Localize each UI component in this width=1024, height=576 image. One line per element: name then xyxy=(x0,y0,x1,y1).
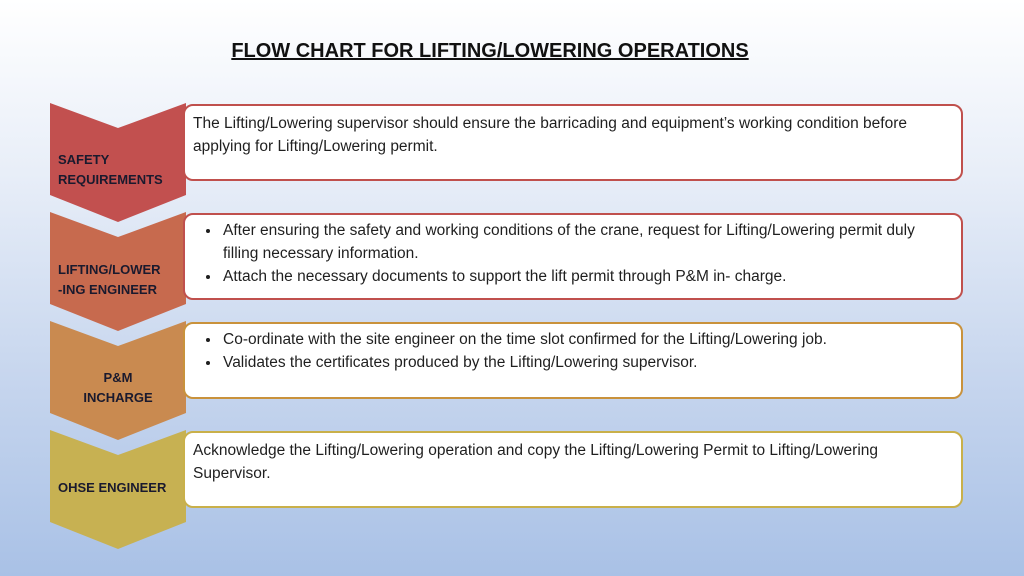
step-3-box xyxy=(183,322,963,399)
step-3-label-line-1: P&M xyxy=(103,370,133,385)
step-1-label-line-1: SAFETY xyxy=(58,152,110,167)
step-1-label xyxy=(58,150,184,190)
step-2-label-line-1: LIFTING/LOWER xyxy=(58,262,161,277)
step-4-box xyxy=(183,431,963,508)
step-2-bullet-1: • After ensuring the safety and working conditions of the crane, request for Lifting/Lowering permit duly filling necessary information. xyxy=(221,219,949,265)
step-3-bullet-1: • Co-ordinate with the site engineer on the time slot confirmed for the Lifting/Lowering job. xyxy=(221,328,949,351)
step-1-label-line-2: REQUIREMENTS xyxy=(58,172,163,187)
step-4-text: Acknowledge the Lifting/Lowering operation and copy the Lifting/Lowering Permit to Lifting/Lowering Supervisor. xyxy=(193,442,879,482)
step-2-label xyxy=(58,260,184,300)
step-3-label-line-2: INCHARGE xyxy=(83,390,153,405)
step-1-box xyxy=(183,104,963,181)
step-1-text: The Lifting/Lowering supervisor should ensure the barricading and equipment’s working condition before applying for Lifting/Lowering permit. xyxy=(193,115,908,155)
step-2-label-line-2: -ING ENGINEER xyxy=(58,282,157,297)
step-3-bullet-2: • Validates the certificates produced by the Lifting/Lowering supervisor. xyxy=(221,351,949,374)
step-3-label xyxy=(55,368,181,408)
page-title: FLOW CHART FOR LIFTING/LOWERING OPERATIONS xyxy=(231,40,749,62)
step-2-bullet-2: • Attach the necessary documents to support the lift permit through P&M in- charge. xyxy=(221,265,949,288)
step-4-label-line-1: OHSE ENGINEER xyxy=(58,480,167,495)
step-4-label xyxy=(58,478,184,498)
step-2-box xyxy=(183,213,963,300)
